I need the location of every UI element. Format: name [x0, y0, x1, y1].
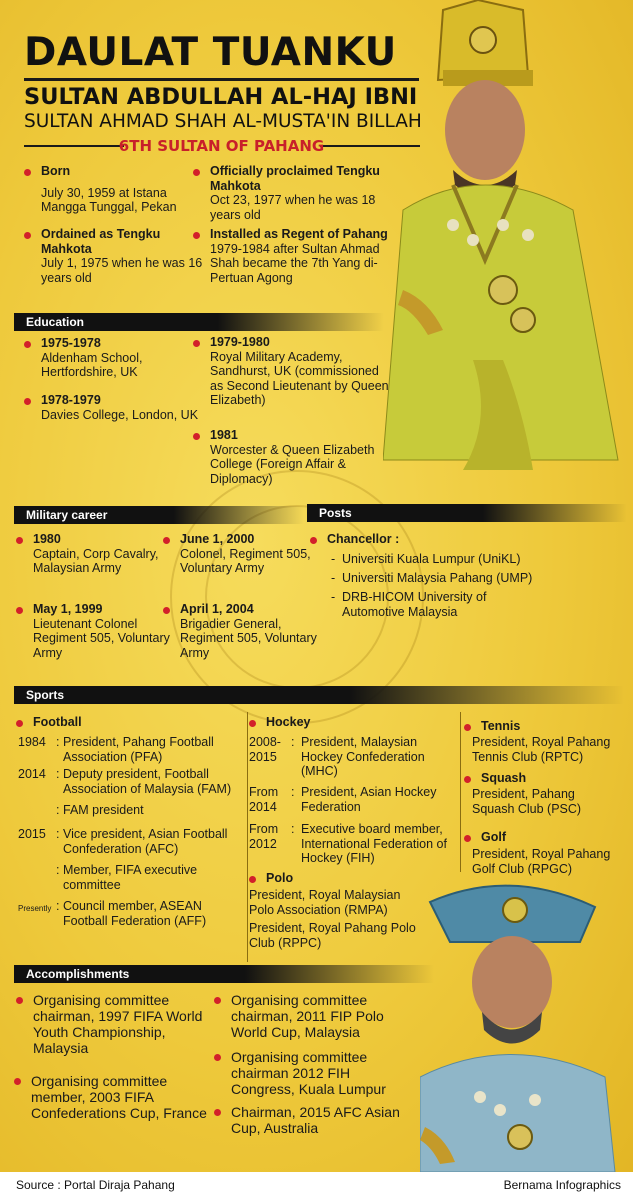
accomplishment-text: Organising committee member, 2003 FIFA Confederations Cup, France [31, 1073, 207, 1121]
football-text: Deputy president, Football Association of Malaysia (FAM) [63, 767, 232, 796]
colon-icon: : [56, 827, 60, 841]
football-year: 1984 [18, 735, 46, 749]
polo-line: President, Royal Malaysian Polo Association (RMPA) [249, 888, 401, 917]
posts-text: Universiti Malaysia Pahang (UMP) [342, 571, 533, 585]
sports-bar [14, 686, 624, 704]
hockey-section [249, 715, 466, 730]
football-row [18, 767, 243, 796]
education-item [193, 335, 390, 408]
bio-born [24, 164, 211, 215]
military-item [163, 602, 320, 660]
education-text: Royal Military Academy, Sandhurst, UK (commissioned as Second Lieutenant by Queen Elizabeth) [210, 349, 389, 407]
bullet-icon [16, 607, 23, 614]
name-line-2: SULTAN AHMAD SHAH AL-MUSTA'IN BILLAH [24, 111, 422, 132]
bullet-icon [24, 169, 31, 176]
military-text: Captain, Corp Cavalry, Malaysian Army [33, 546, 159, 575]
posts-item [331, 590, 521, 619]
accomplishment-item [16, 992, 213, 1056]
bullet-icon [193, 433, 200, 440]
accomplishment-text: Chairman, 2015 AFC Asian Cup, Australia [231, 1104, 400, 1136]
football-text: President, Pahang Football Association (PFA) [63, 735, 214, 764]
accomplishments-bar [14, 965, 434, 983]
accomplishment-item [14, 1073, 211, 1121]
football-row [18, 827, 243, 856]
bullet-icon [193, 232, 200, 239]
colon-icon: : [291, 785, 295, 799]
bio-born-text: July 30, 1959 at Istana Mangga Tunggal, Pekan [41, 185, 177, 214]
football-year: 2015 [18, 827, 46, 841]
bullet-icon [464, 776, 471, 783]
football-section [16, 715, 233, 730]
posts-text: Universiti Kuala Lumpur (UniKL) [342, 552, 521, 566]
education-item [193, 428, 390, 486]
squash-head: Squash [481, 771, 527, 785]
column-divider [247, 712, 248, 962]
posts-text: DRB-HICOM University of Automotive Malaysia [342, 590, 487, 619]
football-row [18, 899, 243, 928]
footer [0, 1172, 633, 1200]
bio-ordained-text: July 1, 1975 when he was 16 years old [41, 256, 203, 285]
tennis-text: President, Royal Pahang Tennis Club (RPTC) [472, 735, 611, 764]
accomplishment-text: Organising committee chairman, 1997 FIFA World Youth Championship, Malaysia [33, 992, 203, 1056]
golf-head: Golf [481, 830, 506, 844]
posts-item [331, 552, 601, 567]
hockey-year: From 2012 [249, 822, 279, 851]
hockey-text: President, Malaysian Hockey Confederation (MHC) [301, 735, 425, 778]
football-text: Member, FIFA executive committee [63, 863, 198, 892]
military-date: 1980 [33, 532, 61, 546]
education-year: 1978-1979 [41, 393, 101, 407]
posts-item [331, 571, 601, 586]
education-item [24, 336, 201, 380]
education-year: 1975-1978 [41, 336, 101, 350]
military-date: April 1, 2004 [180, 602, 254, 616]
bullet-icon [249, 720, 256, 727]
bullet-icon [16, 720, 23, 727]
bio-born-head: Born [41, 164, 71, 178]
bio-ordained [24, 227, 211, 285]
page-title: DAULAT TUANKU [24, 30, 397, 75]
hockey-row [249, 822, 457, 866]
posts-bar [307, 504, 627, 522]
education-item [24, 393, 201, 422]
military-bar [14, 506, 304, 524]
education-text: Davies College, London, UK [41, 407, 199, 422]
accomplishments-label: Accomplishments [26, 967, 130, 981]
bullet-icon [163, 607, 170, 614]
golf-text: President, Royal Pahang Golf Club (RPGC) [472, 847, 611, 876]
bullet-icon [14, 1078, 21, 1085]
sultan-portrait-bottom [420, 872, 620, 1172]
education-text: Aldenham School, Hertfordshire, UK [41, 350, 143, 379]
colon-icon: : [56, 767, 60, 781]
hockey-text: Executive board member, International Federation of Hockey (FIH) [301, 822, 447, 865]
credit-text: Bernama Infographics [503, 1178, 621, 1192]
sports-label: Sports [26, 688, 65, 702]
hockey-head: Hockey [266, 715, 311, 729]
bullet-icon [24, 341, 31, 348]
bullet-icon [464, 835, 471, 842]
tennis-section [464, 719, 633, 734]
bullet-icon [16, 997, 23, 1004]
squash-section [464, 771, 633, 786]
colon-icon: : [56, 899, 60, 913]
posts-head: Chancellor : [327, 532, 400, 546]
football-text: Council member, ASEAN Football Federation (AFF) [63, 899, 207, 928]
bullet-icon [193, 169, 200, 176]
source-text: Source : Portal Diraja Pahang [16, 1178, 175, 1192]
posts-chancellor [310, 532, 527, 547]
military-item [16, 602, 183, 660]
hockey-row [249, 735, 457, 779]
military-text: Colonel, Regiment 505, Voluntary Army [180, 546, 311, 575]
bio-regent-head: Installed as Regent of Pahang [210, 227, 388, 241]
military-item [163, 532, 320, 576]
hockey-text: President, Asian Hockey Federation [301, 785, 437, 814]
military-date: June 1, 2000 [180, 532, 255, 546]
bullet-icon [24, 232, 31, 239]
football-head: Football [33, 715, 82, 729]
accomplishment-item [214, 1104, 406, 1136]
military-item [16, 532, 173, 576]
bullet-icon [193, 340, 200, 347]
name-line-1: SULTAN ABDULLAH AL-HAJ IBNI [24, 84, 418, 110]
military-text: Lieutenant Colonel Regiment 505, Voluntary Army [33, 616, 170, 660]
military-text: Brigadier General, Regiment 505, Voluntary Army [180, 616, 317, 660]
colon-icon: : [291, 822, 295, 836]
bullet-icon [16, 537, 23, 544]
football-text: FAM president [63, 803, 144, 817]
bio-ordained-head: Ordained as Tengku Mahkota [41, 227, 161, 256]
subtitle: 6TH SULTAN OF PAHANG [118, 137, 325, 155]
bullet-icon [249, 876, 256, 883]
accomplishment-text: Organising committee chairman 2012 FIH Congress, Kuala Lumpur [231, 1049, 386, 1097]
bullet-icon [310, 537, 317, 544]
hockey-year: From 2014 [249, 785, 279, 814]
accomplishment-text: Organising committee chairman, 2011 FIP Polo World Cup, Malaysia [231, 992, 384, 1040]
bullet-icon [464, 724, 471, 731]
bio-proclaimed-head: Officially proclaimed Tengku Mahkota [210, 164, 380, 193]
dash-icon: - [331, 571, 336, 585]
colon-icon: : [291, 735, 295, 749]
polo-head: Polo [266, 871, 294, 885]
polo-line: President, Royal Pahang Polo Club (RPPC) [249, 921, 416, 950]
bullet-icon [214, 1054, 221, 1061]
football-year: 2014 [18, 767, 46, 781]
colon-icon: : [56, 735, 60, 749]
bio-proclaimed-text: Oct 23, 1977 when he was 18 years old [210, 193, 376, 222]
football-text: Vice president, Asian Football Confederation (AFC) [63, 827, 228, 856]
dash-icon: - [331, 590, 336, 604]
title-divider [24, 78, 419, 81]
football-row [18, 735, 243, 764]
colon-icon: : [56, 803, 60, 817]
bio-regent [193, 227, 395, 285]
bullet-icon [214, 997, 221, 1004]
golf-section [464, 830, 633, 845]
bullet-icon [24, 398, 31, 405]
bullet-icon [163, 537, 170, 544]
accomplishment-item [214, 992, 406, 1040]
colon-icon: : [56, 863, 60, 877]
military-label: Military career [26, 508, 108, 522]
sultan-portrait-top [383, 0, 633, 500]
football-year: Presently [18, 904, 52, 913]
education-text: Worcester & Queen Elizabeth College (Foreign Affair & Diplomacy) [210, 442, 375, 486]
bio-proclaimed [193, 164, 390, 222]
dash-icon: - [331, 552, 336, 566]
football-row [18, 863, 243, 892]
squash-text: President, Pahang Squash Club (PSC) [472, 787, 582, 816]
military-date: May 1, 1999 [33, 602, 103, 616]
accomplishment-item [214, 1049, 406, 1097]
polo-section [249, 871, 436, 886]
column-divider [460, 712, 461, 872]
hockey-row [249, 785, 457, 814]
posts-label: Posts [319, 506, 352, 520]
education-bar [14, 313, 384, 331]
football-row [18, 803, 243, 818]
education-label: Education [26, 315, 85, 329]
education-year: 1979-1980 [210, 335, 270, 349]
education-year: 1981 [210, 428, 238, 442]
tennis-head: Tennis [481, 719, 521, 733]
hockey-year: 2008-2015 [249, 735, 281, 764]
bullet-icon [214, 1109, 221, 1116]
bio-regent-text: 1979-1984 after Sultan Ahmad Shah became the 7th Yang di-Pertuan Agong [210, 241, 380, 285]
